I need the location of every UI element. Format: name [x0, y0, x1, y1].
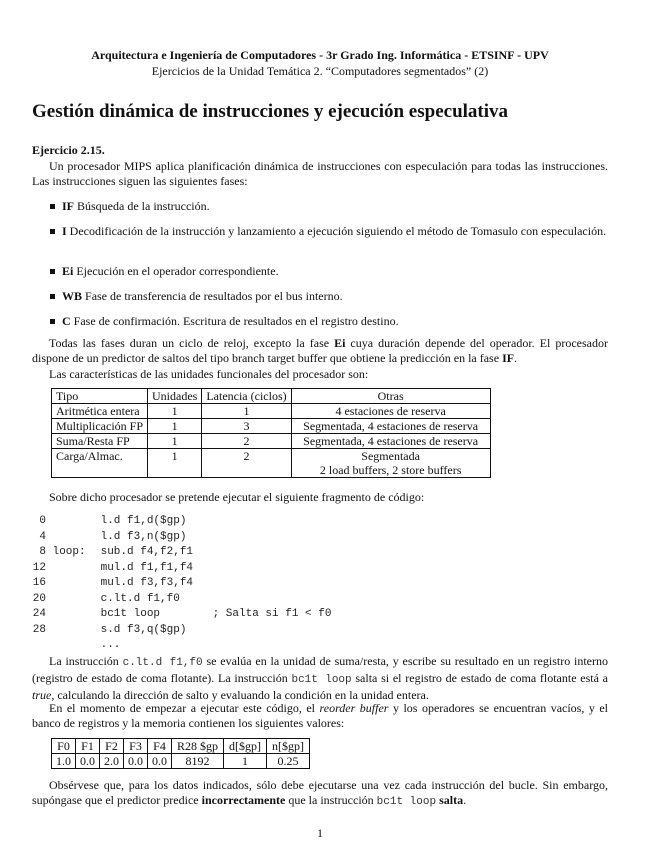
text-run: , calculando la dirección de salto y evaluando la condición en la unidad entera. [51, 688, 429, 702]
table-header-cell: d[$gp] [224, 739, 267, 754]
table-cell: 0.0 [148, 754, 172, 769]
clt-paragraph [32, 654, 608, 703]
bullet-square-icon [50, 319, 55, 324]
observation-paragraph [32, 778, 608, 810]
code-address: 20 [32, 592, 46, 605]
table-row [52, 449, 491, 478]
text-italic: reorder buffer [319, 701, 389, 715]
phase-item [50, 264, 620, 279]
code-address: 24 [32, 608, 46, 620]
code-address: 8 [39, 546, 46, 558]
table-cell: 0.0 [76, 754, 100, 769]
text-run: . [514, 351, 518, 365]
exercise-label: Ejercicio 2.15. [32, 143, 105, 157]
text-run: En el momento de empezar a ejecutar este código, el [49, 701, 320, 715]
code-label: loop: [52, 546, 86, 558]
table-row [52, 754, 310, 769]
functional-units-table [51, 388, 491, 478]
table-cell: 1.0 [52, 754, 76, 769]
code-line [32, 545, 331, 561]
register-values-table [51, 738, 310, 769]
code-instruction: ... [100, 639, 121, 651]
phase-desc: Fase de transferencia de resultados por el bus interno. [85, 289, 343, 303]
phase-code: C [62, 314, 71, 328]
cell-line: Segmentada [361, 449, 420, 463]
table-cell: Carga/Almac. [52, 449, 148, 478]
table-header-cell: Otras [291, 389, 490, 404]
phase-desc: Ejecución en el operador correspondiente. [76, 264, 279, 278]
code-line [32, 576, 331, 592]
table-cell: 1 [224, 754, 267, 769]
phase-code: Ei [62, 264, 74, 278]
table-row [52, 404, 491, 419]
phase-item [50, 289, 620, 304]
code-line [32, 514, 331, 530]
code-line [32, 561, 331, 577]
phases-paragraph [32, 336, 608, 366]
table-cell [291, 449, 490, 478]
table-cell: 0.25 [267, 754, 310, 769]
table-cell: 3 [202, 419, 291, 434]
text-run: y los operadores se encuentran vacíos, y el banco de registros y la memoria contienen los siguientes valores: [32, 701, 609, 730]
bullet-square-icon [50, 204, 55, 209]
code-line [32, 638, 331, 654]
code-comment: ; Salta si f1 < f0 [212, 608, 332, 620]
code-instruction: s.d f3,q($gp) [100, 623, 187, 636]
text-italic: true [32, 688, 52, 702]
inline-code: c.lt.d f1,f0 [122, 657, 203, 669]
phase-desc: Decodificación de la instrucción y lanzamiento a ejecución siguiendo el método de Tomasulo con especulación. [69, 224, 607, 238]
table-cell: 2 [202, 434, 291, 449]
text-run: que la instrucción [285, 793, 377, 807]
text-bold: salta [439, 793, 464, 807]
table-cell: Segmentada, 4 estaciones de reserva [291, 434, 490, 449]
table-header-cell: Unidades [148, 389, 202, 404]
bullet-square-icon [50, 229, 55, 234]
phase-desc: Búsqueda de la instrucción. [77, 199, 210, 213]
table-cell: Suma/Resta FP [52, 434, 148, 449]
text-bold: incorrectamente [201, 793, 286, 807]
code-instruction: l.d f3,n($gp) [100, 530, 187, 543]
table-cell: 1 [148, 419, 202, 434]
rob-paragraph [32, 701, 608, 731]
table-cell: 4 estaciones de reserva [291, 404, 490, 419]
table-cell: 8192 [172, 754, 224, 769]
code-line [32, 530, 331, 546]
phase-item [50, 199, 620, 214]
code-instruction: mul.d f1,f1,f4 [100, 561, 194, 574]
table-header-cell: R28 $gp [172, 739, 224, 754]
table-cell: 1 [202, 404, 291, 419]
code-address: 0 [39, 515, 46, 527]
code-address: 16 [32, 577, 46, 589]
code-instruction: sub.d f4,f2,f1 [100, 546, 194, 558]
table-cell: 1 [148, 404, 202, 419]
code-address: 28 [32, 623, 46, 636]
table-cell: 2.0 [100, 754, 124, 769]
code-instruction: l.d f1,d($gp) [100, 515, 187, 527]
code-address: 4 [39, 530, 46, 543]
text-run: Obsérvese que, para los datos indicados, sólo debe ejecutarse una vez cada instrucción del bucle. Sin embargo, supóngase que el predictor predice [32, 778, 608, 807]
table-row [52, 434, 491, 449]
phase-code: I [62, 224, 67, 238]
exercise-intro: Un procesador MIPS aplica planificación dinámica de instrucciones con especulación para todas las instrucciones. Las instrucciones siguen las siguientes fases: [32, 159, 608, 188]
phase-item [50, 314, 620, 329]
table-header-row [52, 739, 310, 754]
table-header-cell: F0 [52, 739, 76, 754]
inline-code: bc1t loop [291, 674, 352, 686]
table-header-cell: Latencia (ciclos) [202, 389, 291, 404]
cell-line: 2 load buffers, 2 store buffers [319, 463, 462, 477]
code-listing [32, 514, 331, 654]
code-line [32, 592, 331, 608]
table-cell: 1 [148, 434, 202, 449]
table-header-cell: F3 [124, 739, 148, 754]
page-number: 1 [317, 826, 323, 840]
code-line [32, 623, 331, 639]
code-intro: Sobre dicho procesador se pretende ejecutar el siguiente fragmento de código: [49, 490, 425, 504]
code-line [32, 607, 331, 623]
table-cell: 2 [202, 449, 291, 478]
table-cell: Segmentada, 4 estaciones de reserva [291, 419, 490, 434]
table-row [52, 419, 491, 434]
bullet-square-icon [50, 269, 55, 274]
text-run: . [463, 793, 467, 807]
phase-code: WB [62, 289, 83, 303]
phase-code: IF [62, 199, 74, 213]
code-instruction: mul.d f3,f3,f4 [100, 577, 194, 589]
text-run: cuya duración depende del operador. El procesador dispone de un predictor de saltos del tipo branch target buffer que obtiene la predicción en la fase [32, 336, 608, 365]
phase-item [50, 224, 620, 239]
phase-desc: Fase de confirmación. Escritura de resultados en el registro destino. [73, 314, 399, 328]
unit-header: Ejercicios de la Unidad Temática 2. “Computadores segmentados” (2) [151, 64, 489, 78]
inline-code: bc1t loop [376, 796, 437, 808]
units-intro: Las características de las unidades funcionales del procesador son: [49, 367, 369, 381]
text-bold: IF [502, 351, 515, 365]
code-address: 12 [32, 561, 46, 574]
code-instruction: bc1t loop [100, 608, 161, 620]
table-cell: 1 [148, 449, 202, 478]
table-cell: Multiplicación FP [52, 419, 148, 434]
text-run: Todas las fases duran un ciclo de reloj, excepto la fase [49, 336, 335, 350]
text-bold: Ei [334, 336, 346, 350]
course-header: Arquitectura e Ingeniería de Computadores - 3r Grado Ing. Informática - ETSINF - UPV [91, 48, 549, 62]
bullet-square-icon [50, 294, 55, 299]
text-run: se evalúa en la unidad de suma/resta, y escribe su resultado en un registro interno (registro de estado de coma flotante). La instrucción [32, 654, 608, 685]
table-header-cell: F2 [100, 739, 124, 754]
table-header-cell: n[$gp] [267, 739, 310, 754]
code-instruction: c.lt.d f1,f0 [100, 592, 180, 605]
text-run: salta si el registro de estado de coma flotante está a [351, 671, 608, 685]
table-cell: Aritmética entera [52, 404, 148, 419]
section-title: Gestión dinámica de instrucciones y ejecución especulativa [32, 101, 509, 122]
table-header-cell: F1 [76, 739, 100, 754]
table-header-cell: F4 [148, 739, 172, 754]
table-header-cell: Tipo [52, 389, 148, 404]
table-cell: 0.0 [124, 754, 148, 769]
table-header-row [52, 389, 491, 404]
text-run: La instrucción [49, 654, 123, 668]
